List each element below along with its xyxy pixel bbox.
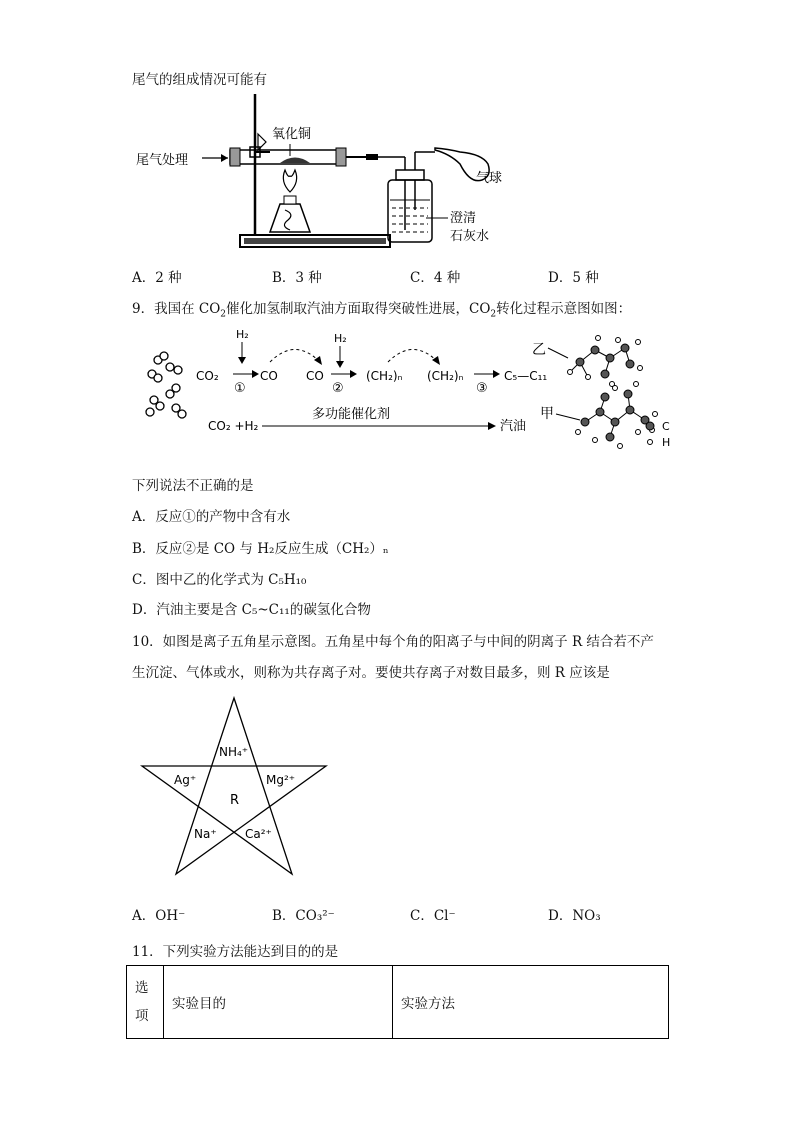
svg-text:②: ② [332,381,344,396]
svg-text:H: H [662,436,671,449]
q10-option-b[interactable]: B．CO₃²⁻ [272,908,335,924]
q9-option-a[interactable]: A．反应①的产物中含有水 [132,509,291,525]
q8-option-b[interactable]: B．3 种 [272,270,322,286]
svg-text:CO: CO [306,369,324,383]
co-reduction-apparatus-figure [130,92,510,257]
svg-text:C₅—C₁₁: C₅—C₁₁ [504,369,548,383]
q10-stem-line-1: 10．如图是离子五角星示意图。五角星中每个角的阳离子与中间的阴离子 R 结合若不产 [132,634,654,650]
svg-text:多功能催化剂: 多功能催化剂 [312,407,391,422]
svg-text:C: C [662,420,670,433]
co2-conversion-figure [140,322,680,462]
svg-text:甲: 甲 [540,406,554,422]
label-copper-oxide: 氧化铜 [272,127,312,142]
q10-option-a[interactable]: A．OH⁻ [132,908,186,924]
table-header-purpose: 实验目的 [164,966,393,1039]
svg-text:(CH₂)ₙ: (CH₂)ₙ [366,369,403,383]
q8-option-d[interactable]: D．5 种 [548,270,599,286]
hydrogen-legend-icon [648,440,653,445]
svg-text:①: ① [234,381,246,396]
svg-text:③: ③ [476,381,488,396]
ion-star-figure [132,692,332,882]
q9-prompt: 下列说法不正确的是 [132,478,254,494]
svg-text:CO₂: CO₂ [196,369,219,383]
star-bottom-right-ion: Ca²⁺ [245,827,272,841]
q9-option-d[interactable]: D．汽油主要是含 C₅~C₁₁的碳氢化合物 [132,602,371,618]
svg-text:H₂: H₂ [236,328,249,341]
svg-text:CO₂ +H₂: CO₂ +H₂ [208,419,259,433]
table-row [127,966,669,1039]
q9-option-b[interactable]: B．反应②是 CO 与 H₂反应生成（CH₂）ₙ [132,541,389,557]
q8-option-c[interactable]: C．4 种 [410,270,461,286]
table-header-method: 实验方法 [393,966,669,1039]
svg-text:(CH₂)ₙ: (CH₂)ₙ [427,369,464,383]
label-limewater-1: 澄清 [450,211,477,226]
svg-text:CO: CO [260,369,278,383]
star-right-ion: Mg²⁺ [266,773,296,787]
label-balloon: 气球 [476,171,503,186]
svg-text:乙: 乙 [532,342,546,358]
q8-stem-tail: 尾气的组成情况可能有 [132,72,267,88]
svg-text:H₂: H₂ [334,332,347,345]
star-center-r: R [230,793,240,808]
label-tail-gas: 尾气处理 [136,153,189,168]
svg-text:汽油: 汽油 [500,419,527,434]
star-bottom-left-ion: Na⁺ [194,827,217,841]
q9-stem: 9．我国在 $CO_2$催化加氢制取汽油方面取得突破性进展，$CO_2$转化过程示意图如图： [132,301,632,320]
q11-table [126,965,669,1039]
q10-option-d[interactable]: D．NO₃ [548,908,601,924]
label-limewater-2: 石灰水 [450,229,490,244]
q10-stem-line-2: 生沉淀、气体或水，则称为共存离子对。要使共存离子对数目最多，则 R 应该是 [132,665,610,681]
q9-option-c[interactable]: C．图中乙的化学式为 C₅H₁₀ [132,572,307,588]
q11-stem: 11．下列实验方法能达到目的的是 [132,944,339,960]
q8-option-a[interactable]: A．2 种 [132,270,182,286]
star-top-ion: NH₄⁺ [219,745,249,759]
table-header-option: 选 项 [127,966,164,1039]
star-left-ion: Ag⁺ [174,773,197,787]
carbon-legend-icon [646,422,654,430]
q10-option-c[interactable]: C．Cl⁻ [410,908,456,924]
